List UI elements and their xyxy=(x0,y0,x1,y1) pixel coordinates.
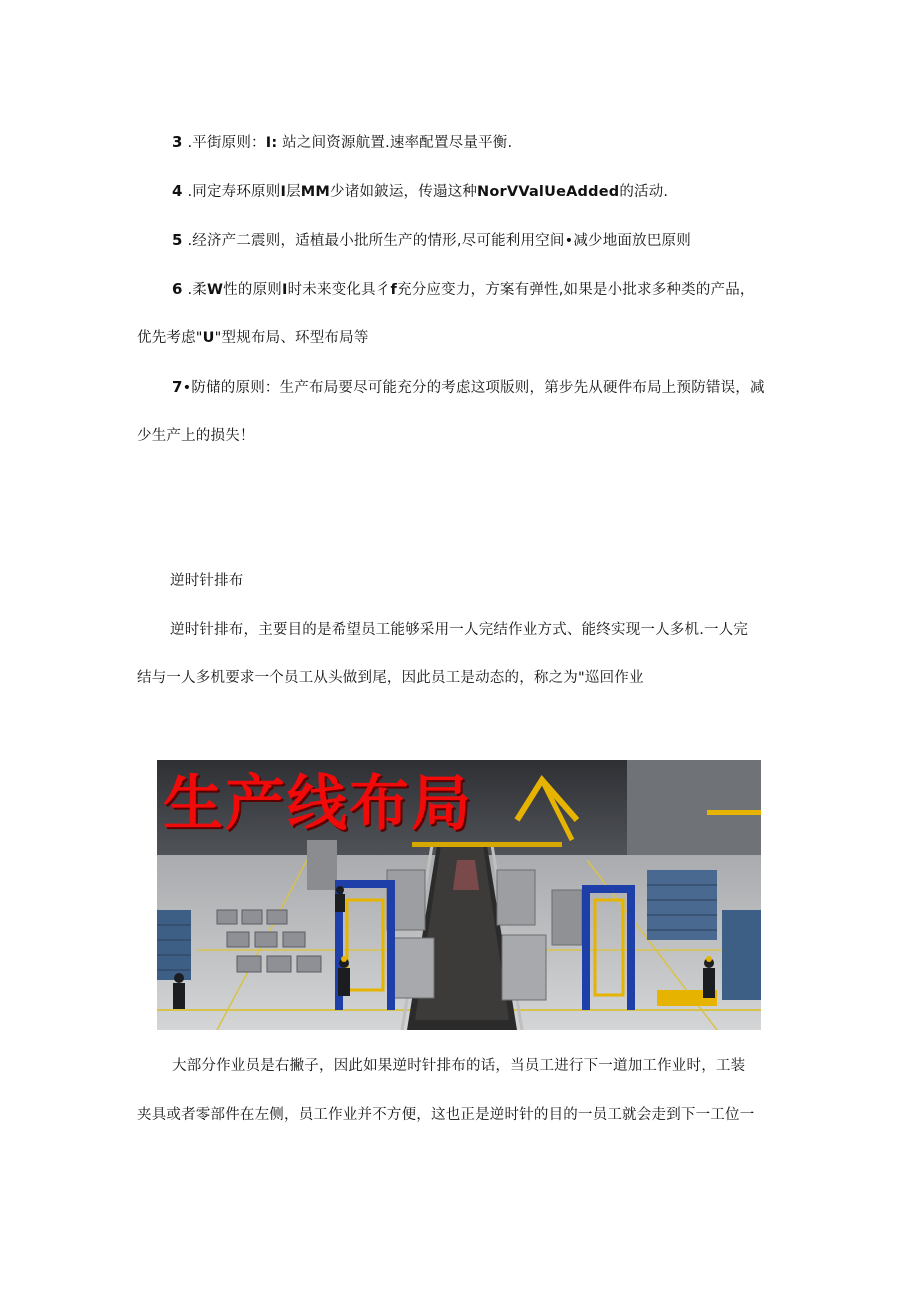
principle-5: 5 .经济产二震则，适植最小批所生产的情形,尽可能利用空间•减少地面放巴原则 xyxy=(172,231,691,249)
after-figure-line-1: 大部分作业员是右撇子，因此如果逆时针排布的话，当员工进行下一道加工作业时，工装 xyxy=(172,1058,746,1074)
section-heading: 逆时针排布 xyxy=(170,573,244,589)
section-body-line-2: 结与一人多机要求一个员工从头做到尾，因此员工是动态的，称之为"巡回作业 xyxy=(137,670,644,686)
principle-7-continued: 少生产上的损失！ xyxy=(137,428,255,444)
figure-title: 生产线布局 xyxy=(163,769,473,839)
principle-3: 3 .平街原则：I: 站之间资源航置.速率配置尽量平衡. xyxy=(172,133,513,151)
principle-7: 7•防储的原则：生产布局要尽可能充分的考虑这项版则，第步先从硬件布局上预防错误，减 xyxy=(172,378,765,396)
principle-4: 4 .同定寿环原则I层MM少诸如鈹运，传遢这种NorVValUeAdded的活动. xyxy=(172,182,669,200)
after-figure-line-2: 夹具或者零部件在左侧，员工作业并不方便，这也正是逆时针的目的一员工就会走到下一工位一 xyxy=(137,1107,755,1123)
principle-6: 6 .柔W性的原则I时未来变化具彳f充分应变力，方案有弹性,如果是小批求多种类的产品， xyxy=(172,280,755,298)
section-body-line-1: 逆时针排布，主要目的是希望员工能够采用一人完结作业方式、能终实现一人多机.一人完 xyxy=(170,622,749,638)
principle-6-continued: 优先考虑"U"型规布局、环型布局等 xyxy=(137,330,369,346)
production-line-image xyxy=(157,760,761,1030)
